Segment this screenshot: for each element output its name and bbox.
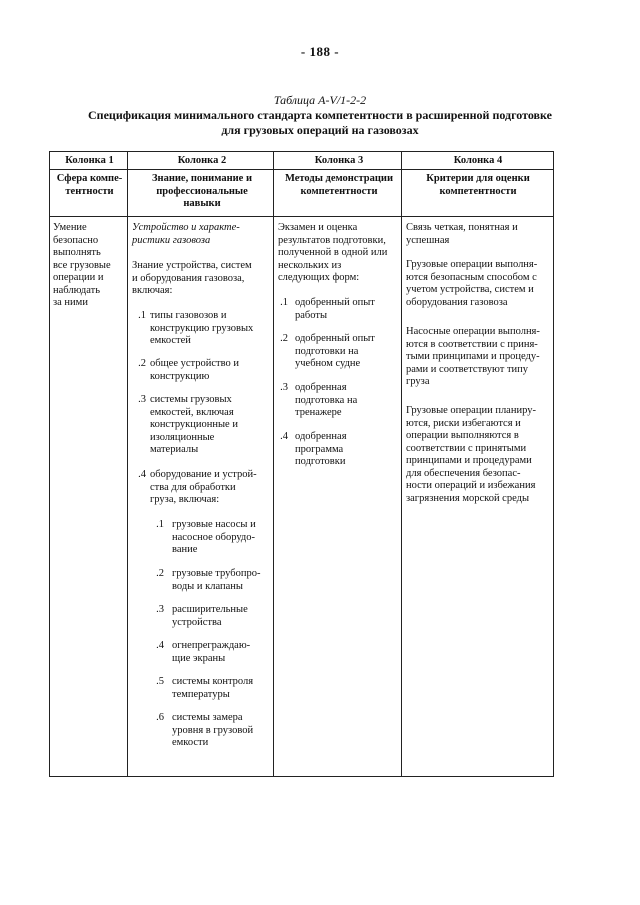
competence-table <box>49 151 554 777</box>
column-divider <box>273 152 274 776</box>
text-line: программа <box>295 443 344 455</box>
header-line: Критерии для оценки <box>426 173 530 184</box>
header-line: навыки <box>183 198 221 209</box>
text-line: огнепреграждаю- <box>172 640 251 651</box>
criteria-paragraph <box>406 222 550 247</box>
text-line: ются безопасным способом с <box>406 271 537 283</box>
text-line: температуры <box>172 688 230 700</box>
item-number: .2 <box>156 568 164 579</box>
text-line: подготовки <box>295 456 346 467</box>
text-line: общее устройство и <box>150 358 239 369</box>
text-line: конструкцию <box>150 370 210 382</box>
text-line: одобренный опыт <box>295 333 375 344</box>
text-line: включая: <box>132 285 173 296</box>
header-line: тентности <box>65 185 114 197</box>
header-line: Знание, понимание и <box>151 173 253 184</box>
column-header <box>53 173 126 198</box>
column-divider <box>127 152 128 776</box>
text-line: безопасно <box>53 234 99 246</box>
item-number: .1 <box>156 519 164 530</box>
item-number: .1 <box>138 310 146 321</box>
text-line: расширительные <box>172 604 248 615</box>
text-line: все грузовые <box>53 259 111 271</box>
text-line: Знание устройства, систем <box>132 260 252 271</box>
text-line: одобренный опыт <box>295 297 375 308</box>
text-line: ности операций и избежания <box>406 480 536 491</box>
text-line: конструкцию грузовых <box>150 322 254 334</box>
text-line: и оборудования газовоза, <box>132 272 245 284</box>
text-line: успешная <box>406 234 450 246</box>
header-line: компетентности <box>439 185 517 197</box>
row-divider <box>50 216 553 217</box>
criteria-paragraph <box>406 259 550 309</box>
text-line: учебном судне <box>295 358 361 369</box>
text-line: конструкционные и <box>150 419 238 430</box>
text-line: ются, риски избегаются и <box>406 417 521 429</box>
competence-cell <box>53 222 126 310</box>
text-line: Грузовые операции планиру- <box>406 405 536 416</box>
text-line: щие экраны <box>172 652 226 664</box>
text-line: операции выполняются в <box>406 430 519 441</box>
text-line: тренажере <box>295 407 342 418</box>
item-number: .4 <box>138 469 146 480</box>
knowledge-heading <box>132 222 272 247</box>
text-line: следующих форм: <box>278 272 360 283</box>
column-label: Колонка 3 <box>314 155 364 166</box>
table-title <box>40 108 600 138</box>
text-line: емкости <box>172 737 209 748</box>
item-number: .2 <box>280 333 288 344</box>
item-number: .6 <box>156 712 164 723</box>
text-line: одобренная <box>295 382 347 393</box>
text-line: операции и <box>53 272 104 283</box>
text-line: выполнять <box>53 247 101 258</box>
text-line: ются в соответствии с приня- <box>406 338 538 350</box>
column-header <box>406 173 550 198</box>
table-title-line: для грузовых операций на газовозах <box>221 123 419 137</box>
text-line: системы грузовых <box>150 394 232 405</box>
text-line: загрязнения морской среды <box>406 492 530 504</box>
text-line: вание <box>172 544 198 555</box>
text-line: принципами и процедурами <box>406 455 532 466</box>
text-line: оборудование и устрой- <box>150 469 257 480</box>
column-label: Колонка 4 <box>453 155 503 166</box>
text-line: рами и соответствуют типу <box>406 363 529 375</box>
text-line: тыми принципами и процеду- <box>406 351 540 362</box>
column-divider <box>401 152 402 776</box>
item-number: .4 <box>280 431 288 442</box>
item-number: .1 <box>280 297 288 308</box>
text-line: материалы <box>150 444 199 455</box>
text-line: насосное оборудо- <box>172 531 256 543</box>
criteria-paragraph <box>406 326 550 389</box>
text-line: грузовые трубопро- <box>172 568 261 579</box>
table-title-line: Спецификация минимального стандарта компетентности в расширенной подготовке <box>88 108 552 122</box>
text-line: для обеспечения безопас- <box>406 467 521 479</box>
text-line: изоляционные <box>150 431 215 443</box>
item-number: .5 <box>156 676 164 687</box>
header-line: Методы демонстрации <box>284 173 393 184</box>
item-number: .4 <box>156 640 164 651</box>
header-line: компетентности <box>300 185 378 197</box>
column-header <box>278 173 400 198</box>
text-line: Грузовые операции выполня- <box>406 259 538 270</box>
text-line: груза, включая: <box>150 494 220 505</box>
text-line: результатов подготовки, <box>278 234 386 246</box>
text-line: подготовка на <box>295 394 358 406</box>
text-line: устройства <box>172 616 222 628</box>
item-number: .2 <box>138 358 146 369</box>
text-line: ства для обработки <box>150 481 236 493</box>
text-line: уровня в грузовой <box>172 724 254 736</box>
text-line: Связь четкая, понятная и <box>406 222 518 233</box>
item-number: .3 <box>138 394 146 405</box>
text-line: работы <box>295 309 328 321</box>
text-line: полученной в одной или <box>278 247 388 258</box>
text-line: оборудования газовоза <box>406 296 508 308</box>
text-line: нескольких из <box>278 259 342 271</box>
text-line: подготовки на <box>295 345 359 357</box>
header-line: Сфера компе- <box>56 173 123 184</box>
column-label: Колонка 1 <box>65 155 114 166</box>
text-line: Экзамен и оценка <box>278 222 358 233</box>
text-line: грузовые насосы и <box>172 519 256 530</box>
table-caption: Таблица A-V/1-2-2 <box>273 93 367 107</box>
text-line: системы замера <box>172 712 243 723</box>
knowledge-intro <box>132 260 272 298</box>
text-line: за ними <box>53 297 88 308</box>
text-line: наблюдать <box>53 284 101 296</box>
page-number: - 188 - <box>300 44 340 59</box>
text-line: соответствии с принятыми <box>406 442 527 454</box>
row-divider <box>50 169 553 170</box>
column-header <box>132 173 272 211</box>
text-line: емкостей <box>150 335 191 346</box>
text-line: Устройство и характе- <box>132 222 240 233</box>
text-line: одобренная <box>295 431 347 442</box>
item-number: .3 <box>280 382 288 393</box>
text-line: системы контроля <box>172 676 254 687</box>
text-line: учетом устройства, систем и <box>406 284 534 295</box>
text-line: ристики газовоза <box>132 234 211 246</box>
text-line: емкостей, включая <box>150 406 234 418</box>
text-line: типы газовозов и <box>150 310 227 321</box>
item-number: .3 <box>156 604 164 615</box>
criteria-paragraph <box>406 405 550 505</box>
text-line: груза <box>406 376 430 387</box>
assessment-intro <box>278 222 400 285</box>
header-line: профессиональные <box>156 185 248 197</box>
column-label: Колонка 2 <box>177 155 227 166</box>
text-line: Умение <box>53 222 87 233</box>
text-line: воды и клапаны <box>172 580 243 592</box>
text-line: Насосные операции выполня- <box>406 326 540 337</box>
